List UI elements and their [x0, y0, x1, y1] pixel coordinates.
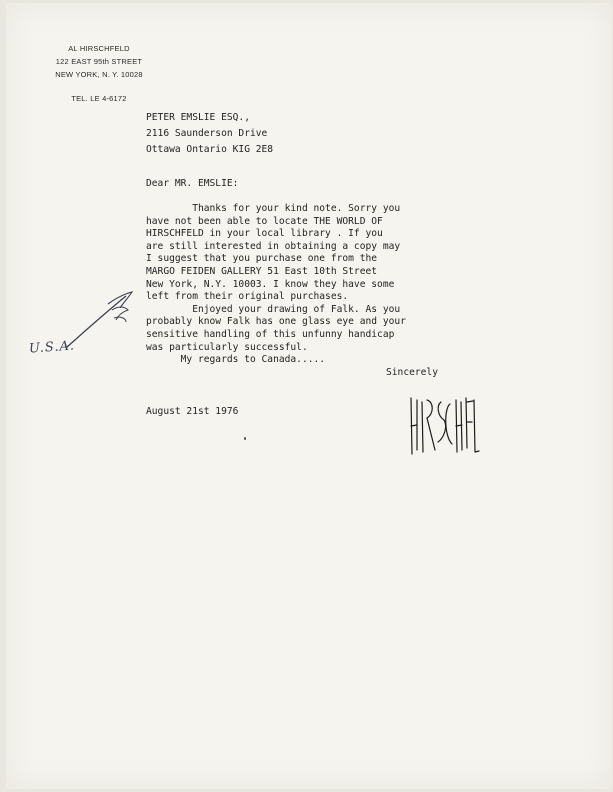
body-line: probably know Falk has one glass eye and your	[146, 316, 406, 328]
letter-date: August 21st 1976	[146, 406, 239, 417]
salutation: Dear MR. EMSLIE:	[146, 178, 239, 189]
body-line: Enjoyed your drawing of Falk. As you	[146, 303, 401, 315]
letterhead-city: NEW YORK, N. Y. 10028	[55, 70, 143, 79]
body-line: New York, N.Y. 10003. I know they have some	[146, 278, 395, 290]
letterhead-tel: TEL. LE 4-6172	[71, 94, 127, 103]
recipient-address	[146, 110, 273, 158]
body-line: sensitive handling of this unfunny handicap	[146, 328, 395, 340]
body-line: My regards to Canada.....	[146, 354, 326, 366]
body-line: was particularly successful.	[146, 341, 308, 353]
letter-body	[146, 203, 406, 367]
body-line: I suggest that you purchase one from the	[146, 253, 378, 265]
body-line: MARGO FEIDEN GALLERY 51 East 10th Street	[146, 265, 378, 277]
letterhead-name: AL HIRSCHFELD	[68, 44, 130, 53]
body-line: Thanks for your kind note. Sorry you	[146, 203, 401, 214]
letterhead-street: 122 EAST 95th STREET	[55, 57, 143, 66]
body-line: left from their original purchases.	[146, 291, 349, 303]
closing: Sincerely	[386, 367, 438, 378]
letterhead	[44, 42, 154, 105]
ink-speck	[244, 437, 246, 440]
recipient-line: PETER EMSLIE ESQ.,	[146, 112, 250, 123]
letter-page	[6, 3, 612, 789]
body-line: HIRSCHFELD in your local library . If you	[146, 228, 383, 240]
margin-note-handwritten: U.S.A.	[28, 338, 76, 357]
recipient-line: 2116 Saunderson Drive	[146, 128, 268, 139]
body-line: are still interested in obtaining a copy may	[146, 240, 401, 252]
recipient-line: Ottawa Ontario KIG 2E8	[146, 144, 274, 155]
body-line: have not been able to locate THE WORLD OF	[146, 215, 383, 227]
handwritten-signature	[408, 392, 480, 462]
